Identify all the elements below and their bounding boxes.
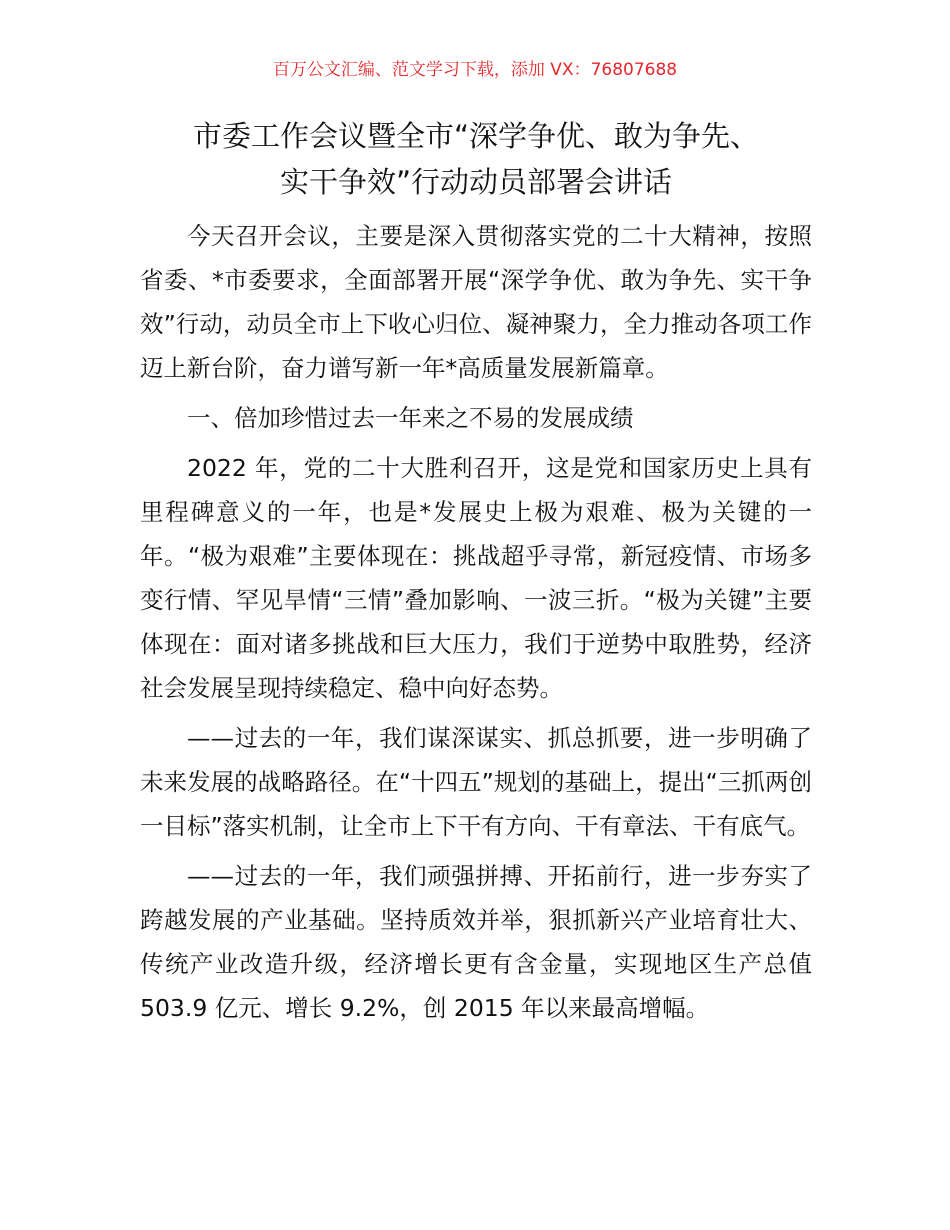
document-title-line-1: 市委工作会议暨全市“深学争优、敢为争先、 (192, 119, 760, 153)
paragraph-2022-review: 2022 年，党的二十大胜利召开，这是党和国家历史上具有里程碑意义的一年，也是*发展史上极为艰难、极为关键的一年。“极为艰难”主要体现在：挑战超乎寻常，新冠疫情、市场多变行情、罕见旱情“三情”叠加影响、一波三折。“极为关键”主要体现在：面对诸多挑战和巨大压力，我们于逆势中取胜势，经济社会发展呈现持续稳定、稳中向好态势。 (140, 454, 812, 702)
section-heading-1: 一、倍加珍惜过去一年来之不易的发展成绩 (187, 404, 634, 432)
document-title-line-2: 实干争效”行动动员部署会讲话 (279, 165, 673, 199)
paragraph-industry: ——过去的一年，我们顽强拼搏、开拓前行，进一步夯实了跨越发展的产业基础。坚持质效并举，狠抓新兴产业培育壮大、传统产业改造升级，经济增长更有含金量，实现地区生产总值 503.9 亿元、增长 9.2%，创 2015 年以来最高增幅。 (140, 862, 812, 1022)
document-title (140, 113, 812, 205)
paragraph-strategy: ——过去的一年，我们谋深谋实、抓总抓要，进一步明确了未来发展的战略路径。在“十四五”规划的基础上，提出“三抓两创一目标”落实机制，让全市上下干有方向、干有章法、干有底气。 (140, 724, 812, 840)
document-body (140, 214, 812, 1036)
paragraph-intro: 今天召开会议，主要是深入贯彻落实党的二十大精神，按照省委、*市委要求，全面部署开展“深学争优、敢为争先、实干争效”行动，动员全市上下收心归位、凝神聚力，全力推动各项工作迈上新台阶，奋力谱写新一年*高质量发展新篇章。 (140, 222, 812, 382)
watermark-header: 百万公文汇编、范文学习下载，添加 VX：76807688 (272, 60, 678, 80)
